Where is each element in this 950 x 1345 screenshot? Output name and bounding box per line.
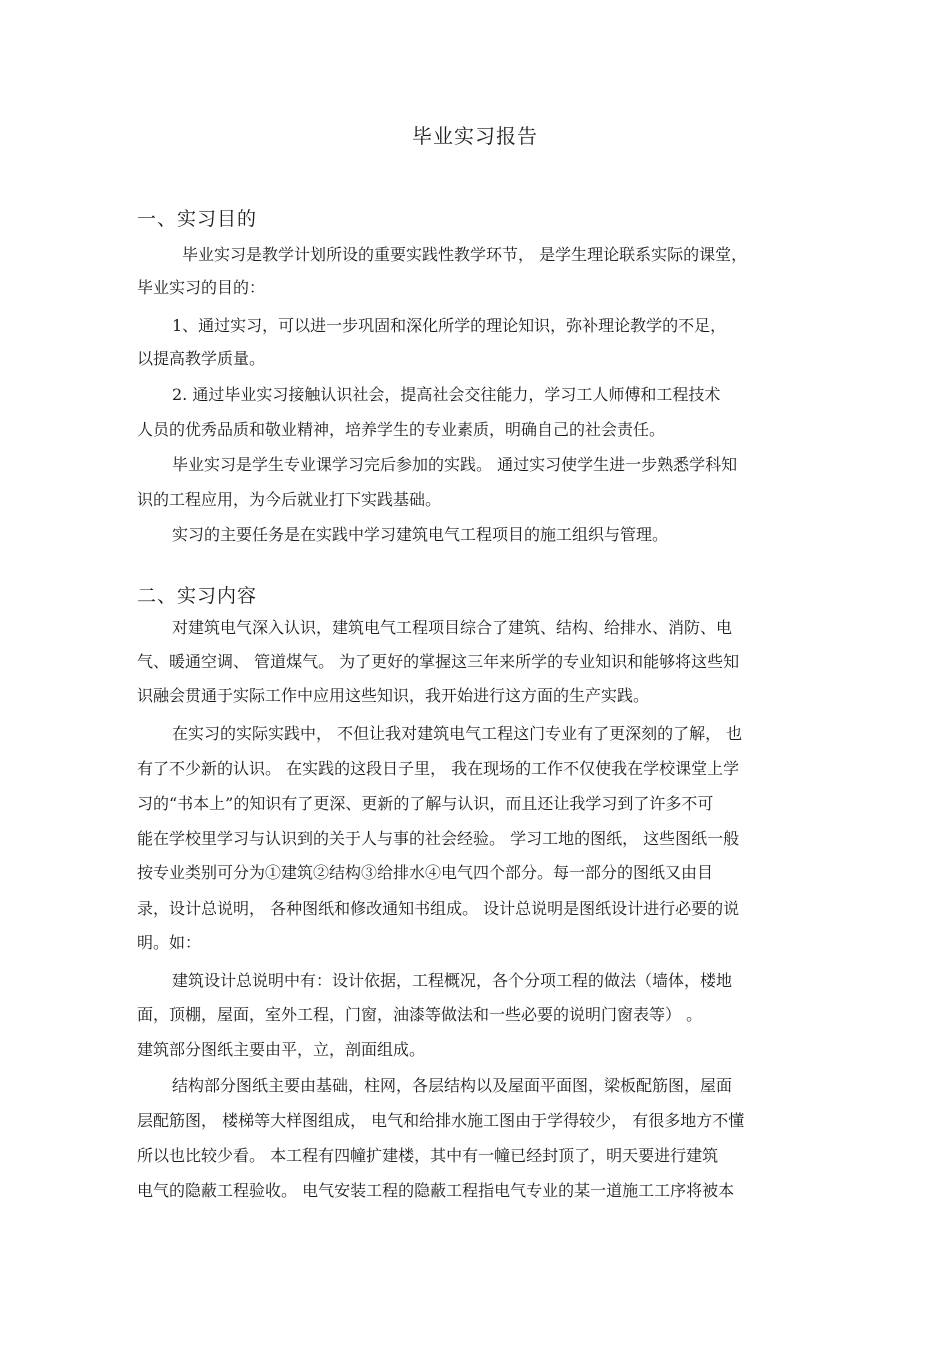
paragraph-line: 能在学校里学习与认识到的关于人与事的社会经验。 学习工地的图纸， 这些图纸一般 bbox=[137, 829, 740, 848]
document-title: 毕业实习报告 bbox=[412, 124, 538, 148]
paragraph-line: 按专业类别可分为①建筑②结构③给排水④电气四个部分。每一部分的图纸又由目 bbox=[137, 863, 714, 882]
paragraph-line: 实习的主要任务是在实践中学习建筑电气工程项目的施工组织与管理。 bbox=[172, 525, 669, 544]
paragraph-line: 有了不少新的认识。 在实践的这段日子里， 我在现场的工作不仅使我在学校课堂上学 bbox=[137, 759, 740, 778]
paragraph-line: 毕业实习的目的： bbox=[137, 278, 266, 297]
paragraph-line: 对建筑电气深入认识，建筑电气工程项目综合了建筑、结构、给排水、消防、电 bbox=[172, 618, 733, 637]
paragraph-line: 习的“书本上”的知识有了更深、更新的了解与认识，而且还让我学习到了许多不可 bbox=[137, 794, 714, 813]
paragraph-line: 面，顶棚，屋面，室外工程，门窗，油漆等做法和一些必要的说明门窗表等） 。 bbox=[137, 1005, 703, 1024]
paragraph-line: 毕业实习是教学计划所设的重要实践性教学环节， 是学生理论联系实际的课堂， bbox=[182, 245, 748, 264]
paragraph-line: 人员的优秀品质和敬业精神，培养学生的专业素质，明确自己的社会责任。 bbox=[137, 420, 666, 439]
paragraph-line: 层配筋图， 楼梯等大样图组成， 电气和给排水施工图由于学得较少， 有很多地方不懂 bbox=[137, 1111, 745, 1130]
section-heading-content: 二、实习内容 bbox=[137, 585, 258, 607]
paragraph-line: 建筑设计总说明中有：设计依据，工程概况，各个分项工程的做法（墙体，楼地 bbox=[172, 971, 733, 990]
paragraph-line: 电气的隐蔽工程验收。 电气安装工程的隐蔽工程指电气专业的某一道施工工序将被本 bbox=[137, 1181, 735, 1200]
paragraph-line: 所以也比较少看。 本工程有四幢扩建楼，其中有一幢已经封顶了，明天要进行建筑 bbox=[137, 1146, 719, 1165]
paragraph-line: 以提高教学质量。 bbox=[137, 349, 266, 368]
paragraph-line: 识的工程应用，为今后就业打下实践基础。 bbox=[137, 490, 442, 509]
paragraph-line: 明。如： bbox=[137, 933, 202, 952]
paragraph-line: 建筑部分图纸主要由平，立，剖面组成。 bbox=[137, 1040, 426, 1059]
paragraph-line: 结构部分图纸主要由基础，柱网，各层结构以及屋面平面图，梁板配筋图，屋面 bbox=[172, 1076, 733, 1095]
paragraph-line: 毕业实习是学生专业课学习完后参加的实践。 通过实习使学生进一步熟悉学科知 bbox=[172, 455, 738, 474]
section-heading-purpose: 一、实习目的 bbox=[137, 208, 258, 230]
paragraph-line: 录，设计总说明， 各种图纸和修改通知书组成。 设计总说明是图纸设计进行必要的说 bbox=[137, 899, 740, 918]
paragraph-line: 1、通过实习，可以进一步巩固和深化所学的理论知识，弥补理论教学的不足， bbox=[172, 316, 727, 335]
paragraph-line: 气、暖通空调、 管道煤气。 为了更好的掌握这三年来所学的专业知识和能够将这些知 bbox=[137, 652, 740, 671]
paragraph-line: 在实习的实际实践中， 不但让我对建筑电气工程这门专业有了更深刻的了解， 也 bbox=[172, 724, 743, 743]
paragraph-line: 2. 通过毕业实习接触认识社会，提高社会交往能力，学习工人师傅和工程技术 bbox=[172, 385, 721, 404]
paragraph-line: 识融会贯通于实际工作中应用这些知识，我开始进行这方面的生产实践。 bbox=[137, 686, 650, 705]
